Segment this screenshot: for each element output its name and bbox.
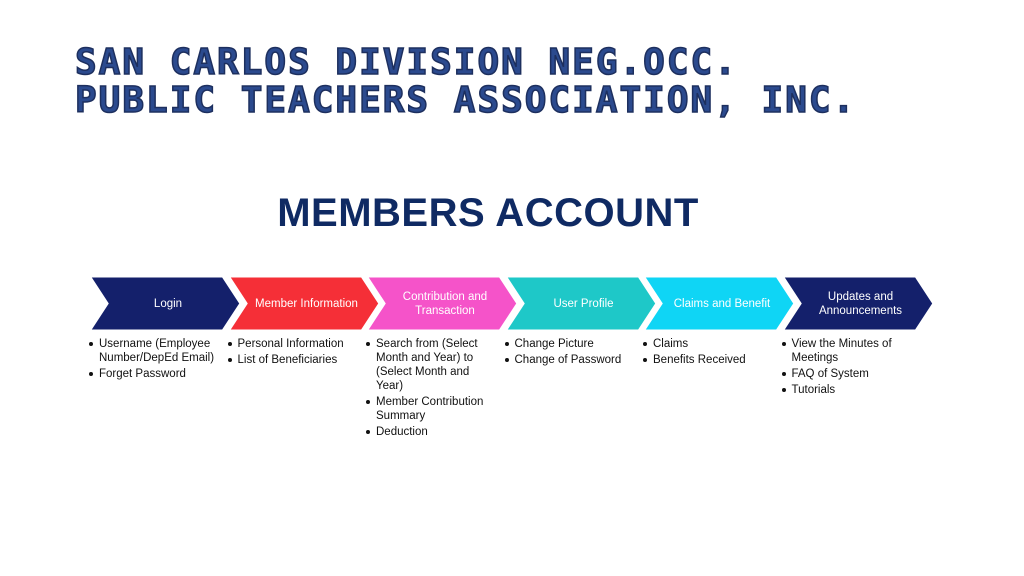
section-title: MEMBERS ACCOUNT xyxy=(277,191,699,235)
bullet-item: Forget Password xyxy=(89,367,217,381)
step-label: Claims and Benefit xyxy=(673,297,771,310)
organization-title xyxy=(75,44,975,120)
bullet-item: Search from (Select Month and Year) to (Select Month and Year) xyxy=(366,337,494,393)
bullet-item: Personal Information xyxy=(228,337,356,351)
bullet-item: Change Picture xyxy=(505,337,633,351)
step-updates-announcements xyxy=(782,276,934,331)
step-user-profile xyxy=(505,276,657,331)
bullet-item: FAQ of System xyxy=(782,367,917,381)
bullet-item: Deduction xyxy=(366,425,494,439)
bullet-list-claims-benefit xyxy=(643,337,771,369)
bullet-item: Claims xyxy=(643,337,771,351)
organization-title-line-2: PUBLIC TEACHERS ASSOCIATION, INC. xyxy=(75,80,857,121)
step-label: Contribution and Transaction xyxy=(402,290,488,317)
bullet-item: List of Beneficiaries xyxy=(228,353,356,367)
step-label: Login xyxy=(153,297,183,310)
step-label: Member Information xyxy=(255,297,358,310)
organization-title-line-1: SAN CARLOS DIVISION NEG.OCC. xyxy=(75,42,738,83)
step-label: User Profile xyxy=(553,297,614,310)
step-contribution-transaction xyxy=(366,276,518,331)
bullet-item: Member Contribution Summary xyxy=(366,395,494,423)
bullet-list-contribution-transaction xyxy=(366,337,494,441)
bullet-list-updates-announcements xyxy=(782,337,917,399)
bullet-item: Benefits Received xyxy=(643,353,771,367)
step-claims-benefit xyxy=(643,276,795,331)
bullet-item: Change of Password xyxy=(505,353,633,367)
step-member-information xyxy=(228,276,380,331)
bullet-item: View the Minutes of Meetings xyxy=(782,337,917,365)
bullet-item: Tutorials xyxy=(782,383,917,397)
bullet-list-member-information xyxy=(228,337,356,369)
step-login xyxy=(89,276,241,331)
process-flow xyxy=(89,276,949,332)
bullet-list-user-profile xyxy=(505,337,633,369)
bullet-list-login xyxy=(89,337,217,383)
step-label: Updates and Announcements xyxy=(818,290,903,317)
bullet-item: Username (Employee Number/DepEd Email) xyxy=(89,337,217,365)
